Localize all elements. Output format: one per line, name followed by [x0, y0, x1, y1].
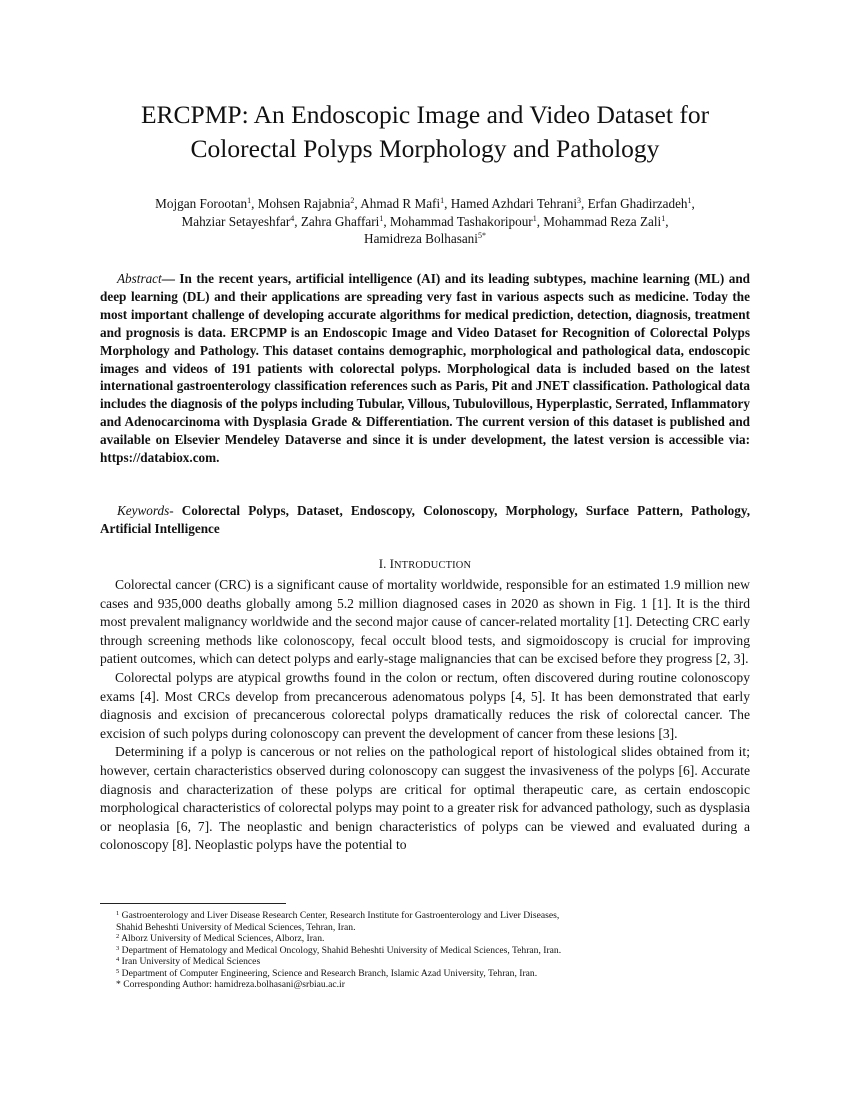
author: Hamidreza Bolhasani$^{5*}$ [364, 231, 486, 246]
introduction-body [100, 576, 750, 855]
section-title-initial: I [389, 556, 394, 571]
author: Erfan Ghadirzadeh$^1$, [587, 196, 695, 211]
title-line-2: Colorectal Polyps Morphology and Pathology [190, 134, 660, 163]
author: Mahziar Setayeshfar$^4$, [181, 213, 301, 229]
section-heading-introduction [100, 556, 750, 574]
author: Ahmad R Mafi$^1$, [360, 196, 451, 211]
paragraph: Determining if a polyp is cancerous or not relies on the pathological report of histological slides obtained from it; however, certain characteristics observed during colonoscopy can suggest the invasiveness of the polyps [6]. Accurate diagnosis and characterization of these polyps are critical for optimal therapeutic care, as certain endoscopic morphological characteristics of colorectal polyps may point to a greater risk for advanced pathology, such as dysplasia or neoplasia [6, 7]. The neoplastic and benign characteristics of polyps can be viewed and evaluated during a colonoscopy [8]. Neoplastic polyps have the potential to [100, 744, 750, 853]
section-number: I. [378, 556, 387, 571]
author: Mohammad Tashakoripour$^1$, [389, 213, 544, 229]
footnote: $^2$ Alborz University of Medical Sciences, Alborz, Iran. [116, 933, 325, 944]
author: Mohammad Reza Zali$^1$, [543, 213, 669, 229]
keywords [100, 502, 750, 538]
abstract-dash: — [161, 271, 180, 286]
author-list [100, 195, 750, 248]
footnote: $^3$ Department of Hematology and Medical Oncology, Shahid Beheshti University of Medical Sciences, Tehran, Iran. [116, 944, 562, 956]
abstract-text: In the recent years, artificial intelligence (AI) and its leading subtypes, machine learning (ML) and deep learning (DL) and their applications are spreading very fast in various aspects such as medicine. Today the most important challenge of developing accurate algorithms for medical prediction, detection, diagnosis, treatment and prognosis is data. ERCPMP is an Endoscopic Image and Video Dataset for Recognition of Colorectal Polyps Morphology and Pathology. This dataset contains demographic, morphological and pathological data, endoscopic images and videos of 191 patients with colorectal polyps. Morphological data is included based on the latest international gastroenterology classification references such as Paris, Pit and JNET classification. Pathological data includes the diagnosis of the polyps including Tubular, Villous, Tubulovillous, Hyperplastic, Serrated, Inflammatory and Adenocarcinoma with Dysplasia Grade & Differentiation. The current version of this dataset is published and available on Elsevier Mendeley Dataverse and since it is under development, the latest version is accessible via: https://databiox.com. [100, 271, 751, 466]
title-line-1: ERCPMP: An Endoscopic Image and Video Dataset for [140, 100, 710, 129]
footnote: $^5$ Department of Computer Engineering, Science and Research Branch, Islamic Azad University, Tehran, Iran. [116, 967, 538, 979]
paragraph: Colorectal cancer (CRC) is a significant cause of mortality worldwide, responsible for an estimated 1.9 million new cases and 935,000 deaths globally among 5.2 million diagnosed cases in 2020 as shown in Fig. 1 [1]. It is the third most prevalent malignancy worldwide and the second major cause of cancer-related mortality [1]. Detecting CRC early through screening methods like colonoscopy, fecal occult blood tests, and sigmoidoscopy is crucial for improving patient outcomes, which can detect polyps and early-stage malignancies that can be excised before they progress [2, 3]. [100, 577, 750, 667]
paper-title [100, 98, 750, 166]
paragraph: Colorectal polyps are atypical growths found in the colon or rectum, often discovered during routine colonoscopy exams [4]. Most CRCs develop from precancerous adenomatous polyps [4, 5]. It has been demonstrated that early diagnosis and excision of precancerous colorectal polyps dramatically reduces the risk of colorectal cancer. The excision of such polyps during colonoscopy can prevent the development of cancer from these lesions [3]. [100, 669, 750, 741]
keywords-text: Colorectal Polyps, Dataset, Endoscopy, Colonoscopy, Morphology, Surface Pattern, Pathology, Artificial Intelligence [100, 503, 750, 536]
footnote: $^1$ Gastroenterology and Liver Disease Research Center, Research Institute for Gastroenterology and Liver Diseases, [116, 910, 560, 921]
author: Zahra Ghaffari$^1$, [300, 213, 390, 229]
footnote-divider [100, 903, 286, 904]
footnote: Shahid Beheshti University of Medical Sciences, Tehran, Iran. [116, 921, 356, 933]
author: Mojgan Forootan$^1$, [155, 196, 258, 211]
author: Mohsen Rajabnia$^2$, [257, 196, 361, 211]
section-title-rest: NTRODUCTION [393, 560, 472, 571]
keywords-label: Keywords- [117, 503, 174, 518]
abstract-label: Abstract [117, 271, 162, 286]
footnotes [116, 910, 750, 991]
abstract [100, 270, 750, 467]
footnote: $^4$ Iran University of Medical Sciences [116, 956, 261, 967]
footnote-corresponding-author: * Corresponding Author: hamidreza.bolhasani@srbiau.ac.ir [116, 979, 345, 990]
author: Hamed Azhdari Tehrani$^3$, [450, 196, 588, 211]
